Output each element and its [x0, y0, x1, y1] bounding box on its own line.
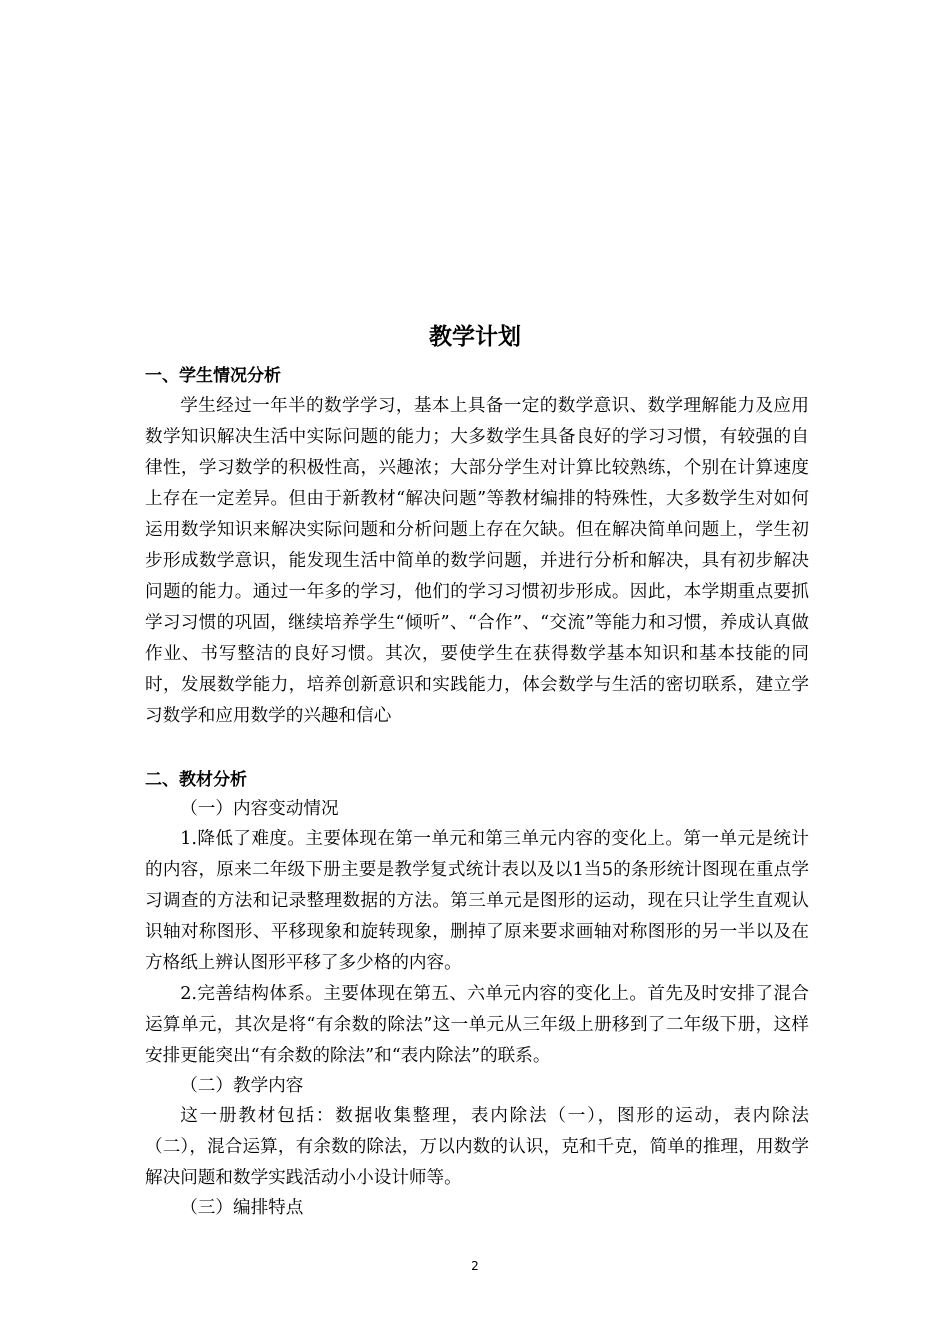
page-number: 2 — [471, 1259, 479, 1273]
section-heading-student-analysis: 一、学生情况分析 — [145, 366, 281, 386]
section-spacer — [145, 732, 809, 765]
subheading-content-changes: （一）内容变动情况 — [180, 799, 339, 819]
paragraph-improved-structure: 2.完善结构体系。主要体现在第五、六单元内容的变化上。首先及时安排了混合运算单元，其次是将“有余数的除法”这一单元从三年级上册移到了二年级下册，这样安排更能突出“有余数的除法”和“表内除法”的联系。 — [145, 984, 809, 1066]
paragraph-student-analysis: 学生经过一年半的数学学习，基本上具备一定的数学意识、数学理解能力及应用数学知识解决生活中实际问题的能力；大多数学生具备良好的学习习惯，有较强的自律性，学习数学的积极性高，兴趣浓；大部分学生对计算比较熟练，个别在计算速度上存在一定差异。但由于新教材“解决问题”等教材编排的特殊性，大多数学生对如何运用数学知识来解决实际问题和分析问题上存在欠缺。但在解决简单问题上，学生初步形成数学意识，能发现生活中简单的数学问题，并进行分析和解决，具有初步解决问题的能力。通过一年多的学习，他们的学习习惯初步形成。因此，本学期重点要抓学习习惯的巩固，继续培养学生“倾听”、“合作”、“交流”等能力和习惯，养成认真做作业、书写整洁的良好习惯。其次，要使学生在获得数学基本知识和基本技能的同时，发展数学能力，培养创新意识和实践能力，体会数学与生活的密切联系，建立学习数学和应用数学的兴趣和信心 — [145, 396, 809, 726]
paragraph-teaching-content: 这一册教材包括：数据收集整理，表内除法（一），图形的运动，表内除法（二），混合运算，有余数的除法，万以内数的认识，克和千克，简单的推理，用数学解决问题和数学实践活动小小设计师等。 — [145, 1106, 809, 1188]
section-heading-textbook-analysis: 二、教材分析 — [145, 770, 247, 790]
page-title: 教学计划 — [429, 324, 521, 350]
subheading-teaching-content: （二）教学内容 — [180, 1076, 304, 1096]
paragraph-reduced-difficulty: 1.降低了难度。主要体现在第一单元和第三单元内容的变化上。第一单元是统计的内容，原来二年级下册主要是教学复式统计表以及以1当5的条形统计图现在重点学习调查的方法和记录整理数据的方法。第三单元是图形的运动，现在只让学生直观认识轴对称图形、平移现象和旋转现象，删掉了原来要求画轴对称图形的另一半以及在方格纸上辨认图形平移了多少格的内容。 — [145, 829, 809, 973]
subheading-arrangement-features: （三）编排特点 — [180, 1198, 304, 1218]
document-body — [145, 361, 809, 1223]
